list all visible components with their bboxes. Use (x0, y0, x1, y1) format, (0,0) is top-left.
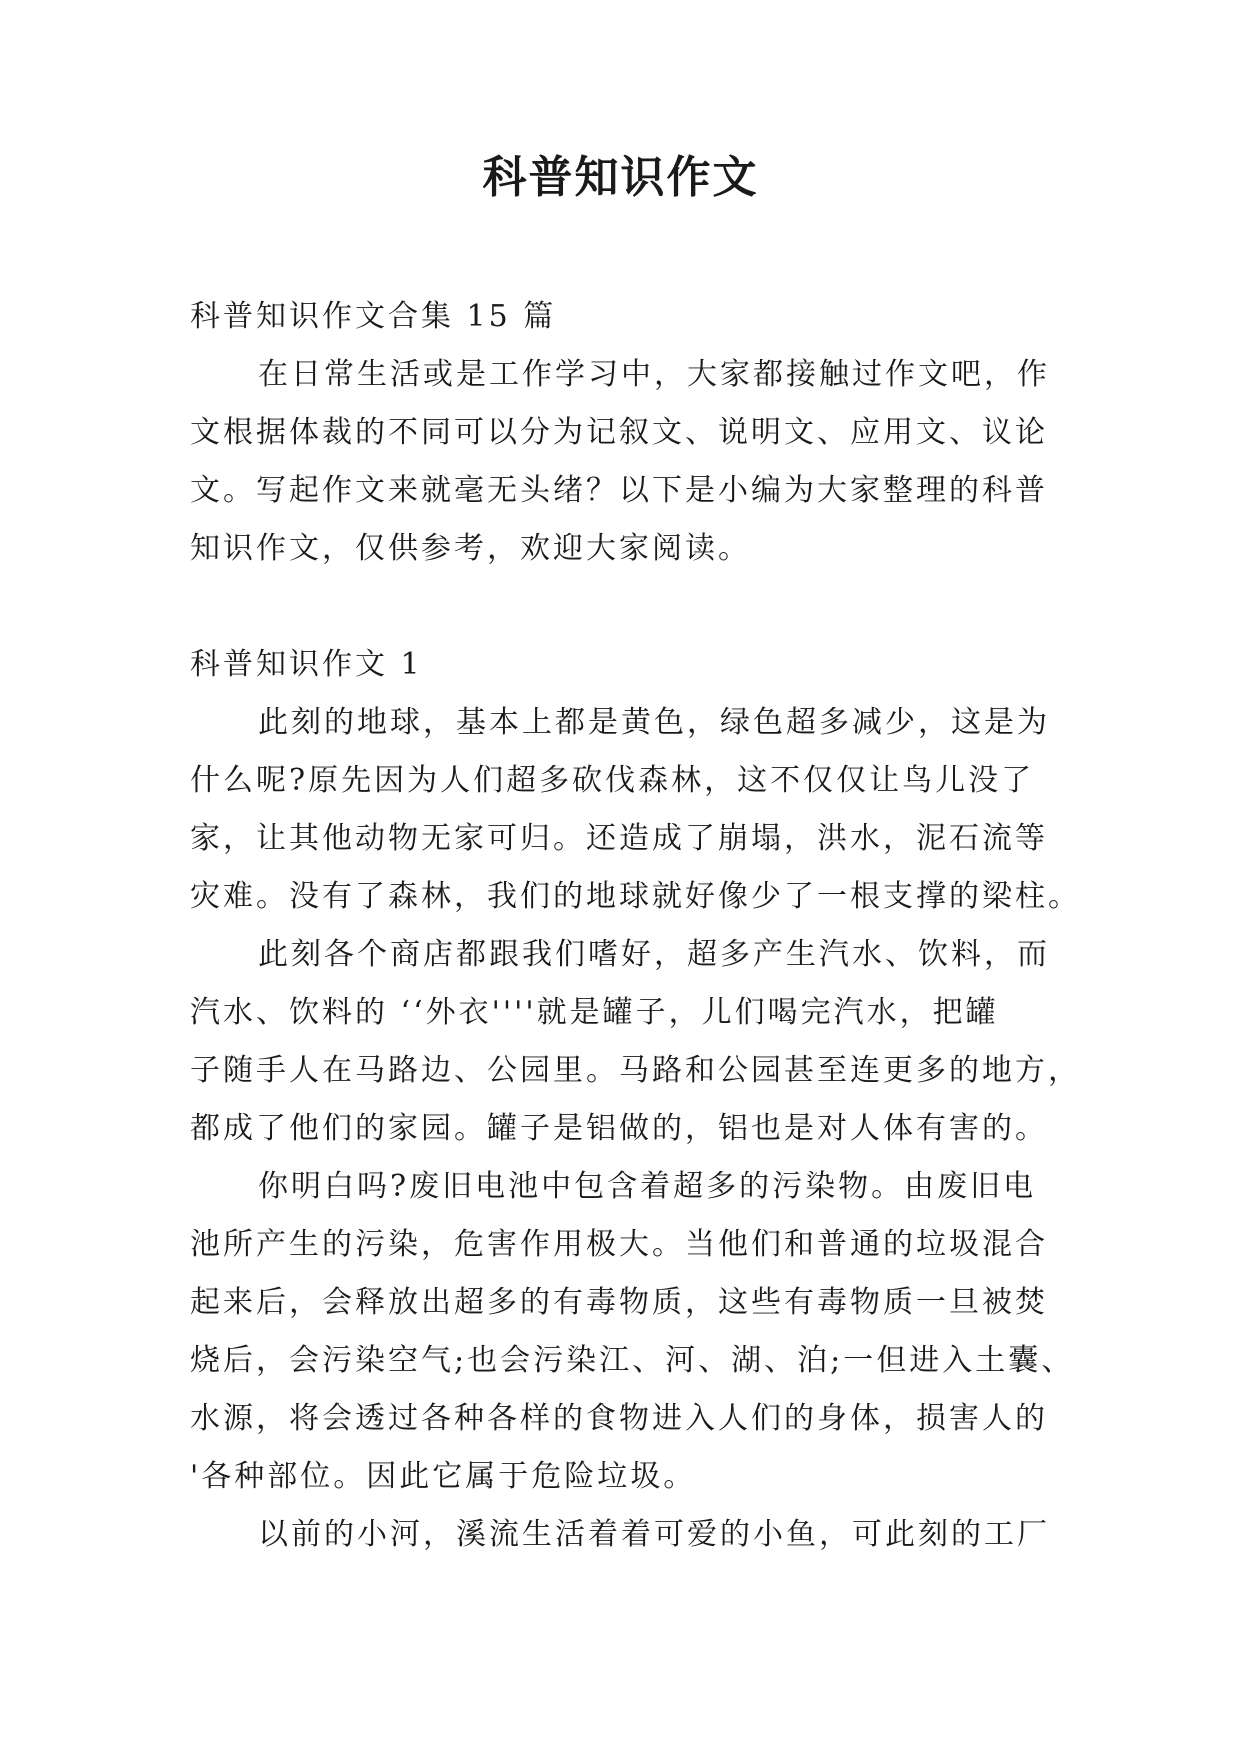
document-title: 科普知识作文 (482, 152, 759, 203)
paragraph-line: 在日常生活或是工作学习中，大家都接触过作文吧，作 (258, 357, 1050, 392)
paragraph-line: 什么呢?原先因为人们超多砍伐森林，这不仅仅让鸟儿没了 (190, 763, 1035, 798)
section-heading: 科普知识作文 1 (190, 647, 423, 682)
paragraph-line: 都成了他们的家园。罐子是铝做的，铝也是对人体有害的。 (190, 1111, 1048, 1146)
section-spacer (190, 578, 1070, 636)
paragraph-4 (190, 1506, 1070, 1564)
paragraph-line: 家，让其他动物无家可归。还造成了崩塌，洪水，泥石流等 (190, 821, 1048, 856)
paragraph-line: '各种部位。因此它属于危险垃圾。 (190, 1459, 697, 1494)
paragraph-line: 烧后，会污染空气;也会污染江、河、湖、泊;一但进入土囊、 (190, 1343, 1075, 1378)
paragraph-line: 文根据体裁的不同可以分为记叙文、说明文、应用文、议论 (190, 415, 1048, 450)
paragraph-line: 此刻的地球，基本上都是黄色，绿色超多减少，这是为 (258, 705, 1050, 740)
paragraph-line: 此刻各个商店都跟我们嗜好，超多产生汽水、饮料，而 (258, 937, 1050, 972)
paragraph-line: 池所产生的污染，危害作用极大。当他们和普通的垃圾混合 (190, 1227, 1048, 1262)
paragraph-line: 文。写起作文来就毫无头绪？以下是小编为大家整理的科普 (190, 473, 1048, 508)
paragraph-line: 子随手人在马路边、公园里。马路和公园甚至连更多的地方， (190, 1053, 1081, 1088)
paragraph-line: 知识作文，仅供参考，欢迎大家阅读。 (190, 531, 751, 566)
paragraph-line: 水源，将会透过各种各样的食物进入人们的身体，损害人的 (190, 1401, 1048, 1436)
intro-paragraph (190, 346, 1070, 578)
paragraph-line: 起来后，会释放出超多的有毒物质，这些有毒物质一旦被焚 (190, 1285, 1048, 1320)
paragraph-1 (190, 694, 1081, 926)
intro-heading: 科普知识作文合集 15 篇 (190, 299, 557, 334)
paragraph-line: 灾难。没有了森林，我们的地球就好像少了一根支撑的梁柱。 (190, 879, 1081, 914)
paragraph-line: 以前的小河，溪流生活着着可爱的小鱼，可此刻的工厂 (258, 1517, 1050, 1552)
document-body (190, 288, 1081, 1564)
paragraph-line: 你明白吗?废旧电池中包含着超多的污染物。由废旧电 (258, 1169, 1037, 1204)
paragraph-2 (190, 926, 1081, 1158)
paragraph-line: 汽水、饮料的 ‘‘外衣''''就是罐子，儿们喝完汽水，把罐 (190, 995, 999, 1030)
paragraph-3 (190, 1158, 1075, 1506)
